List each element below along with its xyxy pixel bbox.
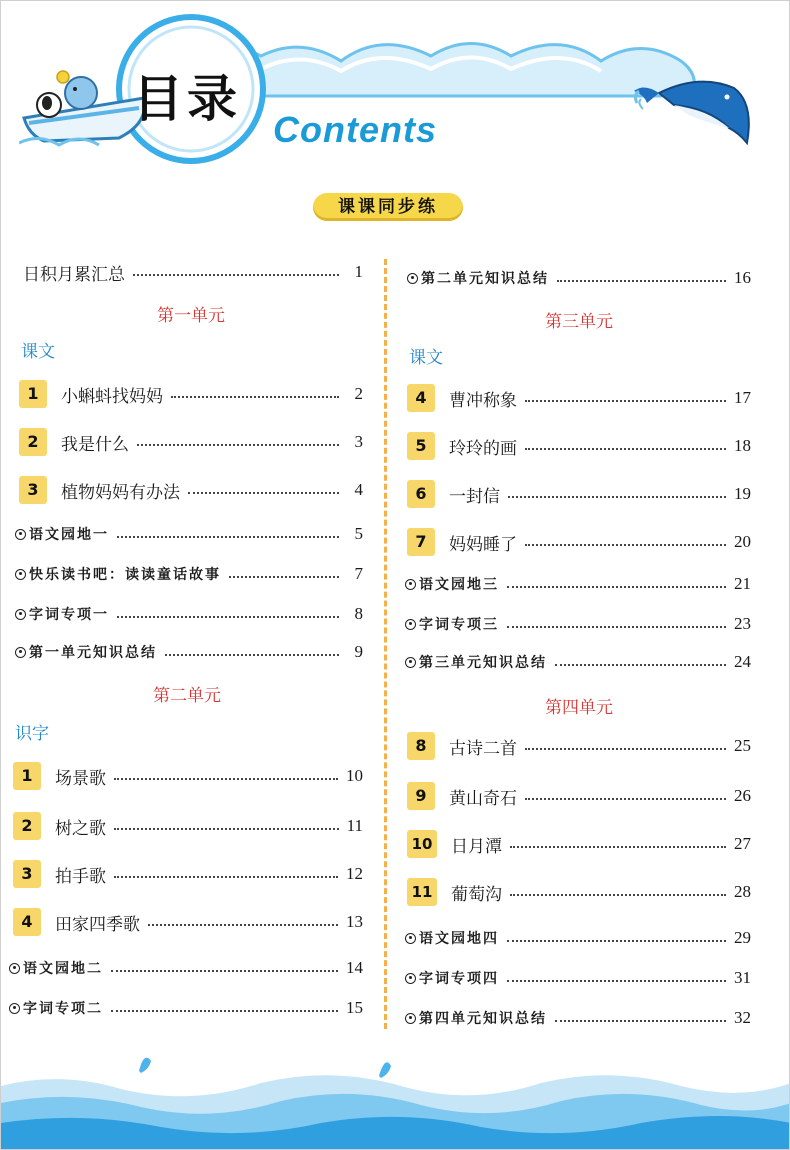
dot-leader	[114, 828, 339, 830]
lesson-number-badge: 11	[407, 878, 437, 906]
lesson-number-badge: 6	[407, 480, 435, 508]
target-bullet-icon	[15, 647, 26, 658]
toc-entry[interactable]	[15, 637, 363, 667]
entry-label: 语文园地四	[419, 931, 499, 947]
entry-label: 田家四季歌	[55, 914, 140, 935]
page-title-chinese: 目录	[133, 69, 241, 128]
lesson-number-badge: 4	[13, 908, 41, 936]
entry-label: 古诗二首	[449, 738, 517, 759]
dot-leader	[525, 748, 726, 750]
entry-label: 日积月累汇总	[23, 264, 125, 285]
lesson-number-badge: 1	[13, 762, 41, 790]
entry-page: 24	[734, 652, 751, 671]
entry-label: 曹冲称象	[449, 390, 517, 411]
entry-label: 语文园地一	[29, 527, 109, 543]
lesson-entry[interactable]	[407, 829, 751, 859]
dot-leader	[525, 544, 726, 546]
entry-page: 12	[346, 864, 363, 883]
entry-page: 7	[354, 564, 363, 583]
entry-page: 25	[734, 736, 751, 755]
section-heading: 课文	[21, 342, 55, 362]
entry-page: 18	[734, 436, 751, 455]
lesson-entry[interactable]	[19, 379, 363, 409]
entry-page: 31	[734, 968, 751, 987]
lesson-entry[interactable]	[13, 811, 363, 841]
entry-page: 14	[346, 958, 363, 977]
dot-leader	[229, 576, 339, 578]
entry-page: 16	[734, 268, 751, 287]
dot-leader	[507, 940, 726, 942]
dot-leader	[508, 496, 726, 498]
entry-label: 葡萄沟	[451, 884, 502, 905]
toc-entry[interactable]	[405, 963, 751, 993]
entry-label: 场景歌	[55, 768, 106, 789]
entry-label: 快乐读书吧：读读童话故事	[29, 567, 221, 583]
section-heading: 课文	[409, 348, 443, 368]
lesson-entry[interactable]	[407, 877, 751, 907]
toc-entry[interactable]	[15, 519, 363, 549]
entry-page: 4	[354, 480, 363, 499]
entry-page: 23	[734, 614, 751, 633]
lesson-number-badge: 10	[407, 830, 437, 858]
dot-leader	[117, 616, 339, 618]
unit-heading: 第一单元	[157, 306, 225, 326]
bottom-wave-decoration	[1, 1041, 790, 1150]
entry-label: 玲玲的画	[449, 438, 517, 459]
dot-leader	[555, 664, 726, 666]
lesson-entry[interactable]	[407, 781, 751, 811]
lesson-number-badge: 3	[13, 860, 41, 888]
entry-label: 字词专项四	[419, 971, 499, 987]
lesson-entry[interactable]	[19, 427, 363, 457]
entry-label: 日月潭	[451, 836, 502, 857]
target-bullet-icon	[15, 569, 26, 580]
target-bullet-icon	[405, 933, 416, 944]
target-bullet-icon	[405, 657, 416, 668]
entry-label: 字词专项一	[29, 607, 109, 623]
dot-leader	[111, 1010, 338, 1012]
section-heading: 识字	[15, 724, 49, 744]
entry-label: 第三单元知识总结	[419, 655, 547, 671]
toc-entry[interactable]	[15, 559, 363, 589]
entry-page: 9	[354, 642, 363, 661]
dot-leader	[117, 536, 339, 538]
entry-label: 语文园地三	[419, 577, 499, 593]
entry-label: 第四单元知识总结	[419, 1011, 547, 1027]
toc-entry[interactable]	[405, 1003, 751, 1033]
target-bullet-icon	[9, 963, 20, 974]
toc-entry[interactable]	[23, 257, 363, 287]
entry-page: 29	[734, 928, 751, 947]
dot-leader	[525, 448, 726, 450]
dot-leader	[148, 924, 338, 926]
toc-entry[interactable]	[405, 647, 751, 677]
toc-entry[interactable]	[9, 953, 363, 983]
lesson-number-badge: 2	[13, 812, 41, 840]
entry-page: 3	[354, 432, 363, 451]
target-bullet-icon	[15, 609, 26, 620]
lesson-entry[interactable]	[407, 479, 751, 509]
lesson-entry[interactable]	[407, 383, 751, 413]
entry-label: 树之歌	[55, 818, 106, 839]
toc-entry[interactable]	[405, 609, 751, 639]
entry-page: 17	[734, 388, 751, 407]
entry-label: 第二单元知识总结	[421, 271, 549, 287]
entry-page: 26	[734, 786, 751, 805]
entry-page: 2	[354, 384, 363, 403]
lesson-number-badge: 1	[19, 380, 47, 408]
dot-leader	[525, 798, 726, 800]
toc-entry[interactable]	[9, 993, 363, 1023]
dot-leader	[171, 396, 339, 398]
column-divider	[384, 259, 387, 1029]
toc-entry[interactable]	[405, 569, 751, 599]
entry-label: 一封信	[449, 486, 500, 507]
entry-label: 语文园地二	[23, 961, 103, 977]
section-banner: 课课同步练	[313, 193, 463, 221]
entry-label: 小蝌蚪找妈妈	[61, 386, 163, 407]
dot-leader	[555, 1020, 726, 1022]
dot-leader	[507, 980, 726, 982]
target-bullet-icon	[407, 273, 418, 284]
entry-page: 1	[354, 262, 363, 281]
lesson-number-badge: 8	[407, 732, 435, 760]
lesson-entry[interactable]	[407, 431, 751, 461]
entry-page: 10	[346, 766, 363, 785]
lesson-entry[interactable]	[407, 527, 751, 557]
dot-leader	[510, 846, 726, 848]
lesson-number-badge: 7	[407, 528, 435, 556]
entry-page: 19	[734, 484, 751, 503]
lesson-number-badge: 5	[407, 432, 435, 460]
dot-leader	[507, 586, 726, 588]
page-title-english: Contents	[273, 109, 437, 150]
unit-heading: 第三单元	[545, 312, 613, 332]
lesson-number-badge: 2	[19, 428, 47, 456]
unit-heading: 第二单元	[153, 686, 221, 706]
entry-page: 8	[354, 604, 363, 623]
dot-leader	[165, 654, 339, 656]
target-bullet-icon	[15, 529, 26, 540]
lesson-entry[interactable]	[19, 475, 363, 505]
entry-label: 拍手歌	[55, 866, 106, 887]
dot-leader	[507, 626, 726, 628]
dot-leader	[510, 894, 726, 896]
entry-page: 13	[346, 912, 363, 931]
target-bullet-icon	[405, 973, 416, 984]
toc-entry[interactable]	[15, 599, 363, 629]
toc-entry[interactable]	[407, 263, 751, 293]
entry-label: 字词专项三	[419, 617, 499, 633]
entry-page: 20	[734, 532, 751, 551]
lesson-entry[interactable]	[13, 859, 363, 889]
lesson-number-badge: 4	[407, 384, 435, 412]
entry-page: 5	[354, 524, 363, 543]
entry-label: 字词专项二	[23, 1001, 103, 1017]
entry-label: 植物妈妈有办法	[61, 482, 180, 503]
entry-page: 28	[734, 882, 751, 901]
dolphin-illustration	[629, 73, 759, 158]
unit-heading: 第四单元	[545, 698, 613, 718]
entry-page: 21	[734, 574, 751, 593]
target-bullet-icon	[405, 619, 416, 630]
entry-label: 第一单元知识总结	[29, 645, 157, 661]
entry-page: 15	[346, 998, 363, 1017]
target-bullet-icon	[9, 1003, 20, 1014]
entry-label: 我是什么	[61, 434, 129, 455]
entry-label: 黄山奇石	[449, 788, 517, 809]
target-bullet-icon	[405, 1013, 416, 1024]
lesson-entry[interactable]	[13, 761, 363, 791]
lesson-entry[interactable]	[407, 731, 751, 761]
toc-entry[interactable]	[405, 923, 751, 953]
lesson-number-badge: 9	[407, 782, 435, 810]
entry-page: 11	[346, 816, 363, 835]
lesson-entry[interactable]	[13, 907, 363, 937]
dot-leader	[114, 876, 338, 878]
dot-leader	[188, 492, 339, 494]
dot-leader	[111, 970, 338, 972]
lesson-number-badge: 3	[19, 476, 47, 504]
entry-page: 27	[734, 834, 751, 853]
entry-page: 32	[734, 1008, 751, 1027]
dot-leader	[557, 280, 726, 282]
dot-leader	[525, 400, 726, 402]
entry-label: 妈妈睡了	[449, 534, 517, 555]
target-bullet-icon	[405, 579, 416, 590]
dot-leader	[114, 778, 338, 780]
dot-leader	[133, 274, 339, 276]
dot-leader	[137, 444, 339, 446]
